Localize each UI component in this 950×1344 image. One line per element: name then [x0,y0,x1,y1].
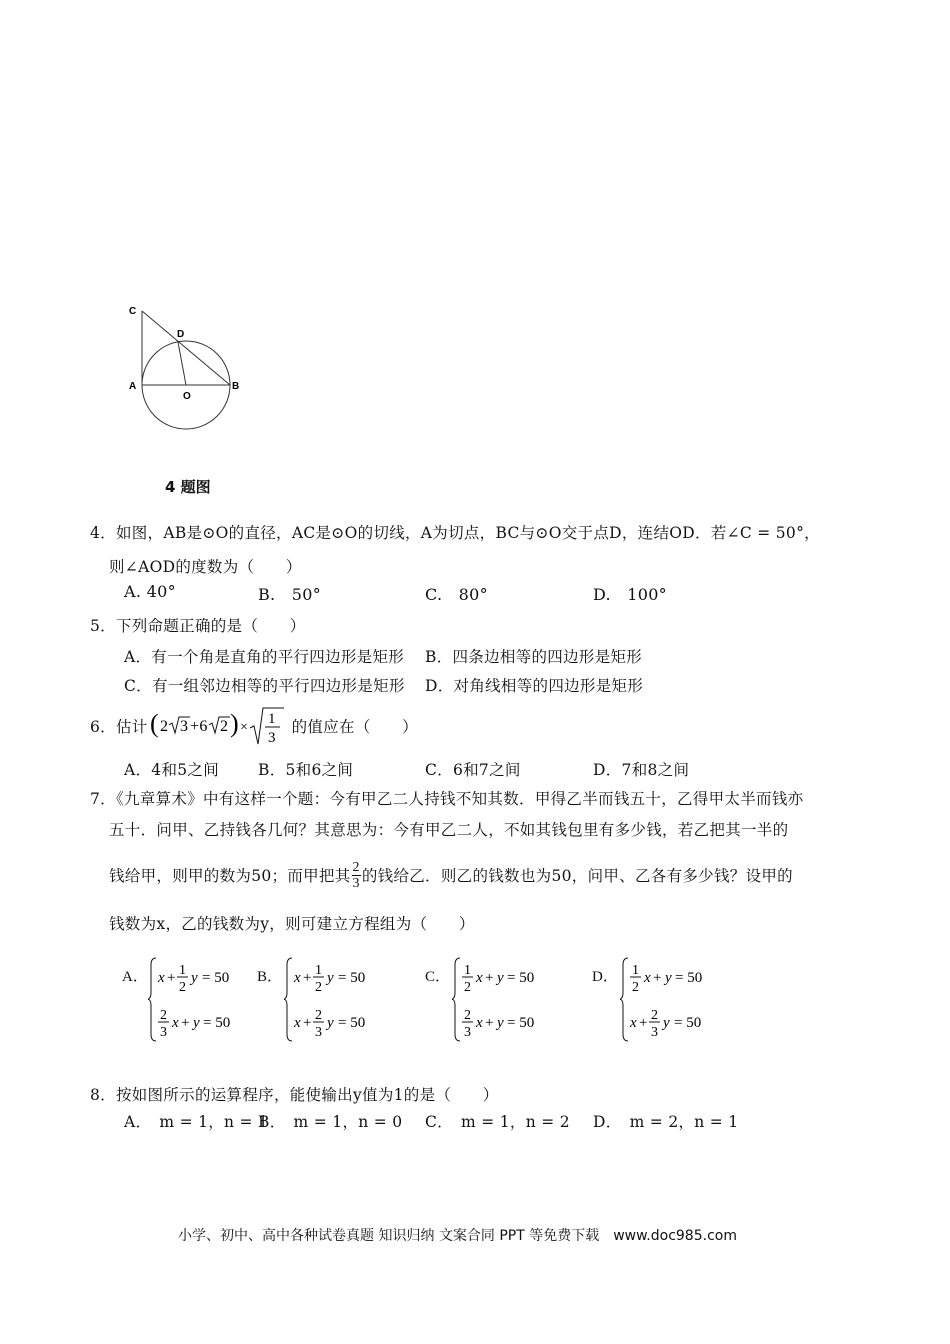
svg-text:= 50: = 50 [507,970,535,986]
svg-text:= 50: = 50 [674,1015,702,1031]
q7-line2: 五十．问甲、乙持钱各几何？其意思为：今有甲乙二人，不如其钱包里有多少钱，若乙把其一半的 [109,821,789,839]
q6-prefix: 6．估计 [90,718,148,736]
svg-text:3: 3 [160,1025,167,1040]
svg-text:+: + [167,970,176,986]
q8-option-b: B． m = 1，n = 0 [258,1113,403,1131]
q7-line1: 7．《九章算术》中有这样一个题：今有甲乙二人持钱不知其数．甲得乙半而钱五十，乙得甲太半而钱亦 [90,790,804,808]
svg-text:= 50: = 50 [203,1015,231,1031]
q6-option-b: B．5和6之间 [258,761,354,779]
svg-text:x: x [476,970,483,986]
q6-option-c: C．6和7之间 [425,761,521,779]
q5-stem: 5．下列命题正确的是（ ） [90,617,306,635]
svg-text:= 50: = 50 [338,1015,366,1031]
q5-option-d: D．对角线相等的四边形是矩形 [425,677,644,695]
q8-option-a: A． m = 1，n = 1 [124,1113,269,1131]
svg-text:(: ( [149,709,159,738]
q7-option-a-label: A． [122,969,148,985]
q6-expression [150,704,290,748]
label-b: B [232,381,240,392]
svg-text:x: x [294,1015,301,1031]
svg-text:2: 2 [219,718,228,735]
svg-text:1: 1 [267,711,276,727]
label-d: D [177,329,185,340]
svg-text:y: y [327,970,334,986]
label-c: C [129,306,137,317]
svg-text:y: y [665,970,672,986]
svg-text:x: x [476,1015,483,1031]
svg-text:+: + [639,1015,648,1031]
svg-text:+: + [485,970,494,986]
svg-text:y: y [193,1015,200,1031]
svg-text:1: 1 [179,963,186,978]
svg-text:2: 2 [315,980,322,995]
svg-text:3: 3 [464,1025,471,1040]
q5-option-c: C．有一组邻边相等的平行四边形是矩形 [124,677,405,695]
svg-text:2: 2 [464,980,471,995]
q7-option-b-system [284,955,389,1045]
svg-text:+: + [303,970,312,986]
q5-option-a: A．有一个角是直角的平行四边形是矩形 [124,648,405,666]
svg-text:1: 1 [632,963,639,978]
svg-text:3: 3 [651,1025,658,1040]
svg-text:y: y [191,970,198,986]
fraction-two-thirds: $\frac{2}{3}$ [352,859,360,891]
label-a: A [129,381,137,392]
svg-text:x: x [294,970,301,986]
q4-option-a: A. 40° [124,582,176,601]
svg-text:x: x [644,970,651,986]
q7-option-c-system [452,955,557,1045]
svg-text:= 50: = 50 [338,970,366,986]
svg-text:y: y [327,1015,334,1031]
q6-option-d: D．7和8之间 [593,761,690,779]
q7-line4: 钱数为x，乙的钱数为y，则可建立方程组为（ ） [109,915,475,933]
svg-text:= 50: = 50 [675,970,703,986]
q6-stem [90,704,418,748]
q7-option-d-system [620,955,725,1045]
q4-line1: 4．如图，AB是⊙O的直径，AC是⊙O的切线，A为切点，BC与⊙O交于点D，连结OD．若∠C = 50°， [90,524,820,542]
svg-text:= 50: = 50 [507,1015,535,1031]
svg-text:+: + [485,1015,494,1031]
q7-line3 [109,855,793,895]
q7-option-d-label: D． [592,969,618,985]
svg-text:): ) [229,709,239,738]
q6-suffix: 的值应在（ ） [291,718,418,736]
svg-text:+6: +6 [189,718,208,735]
q5-option-b: B．四条边相等的四边形是矩形 [425,648,643,666]
svg-text:2: 2 [160,1008,167,1023]
q7-line3-start: 钱给甲，则甲的数为50；而甲把其 [109,867,351,885]
svg-text:2: 2 [651,1008,658,1023]
figure-caption: 4 题图 [165,478,211,496]
svg-text:x: x [172,1015,179,1031]
question-4-figure [120,298,260,438]
q7-line3-end: 的钱给乙．则乙的钱数也为50，问甲、乙各有多少钱？设甲的 [361,867,793,885]
svg-text:y: y [497,1015,504,1031]
svg-text:1: 1 [464,963,471,978]
svg-text:3: 3 [267,730,276,746]
svg-text:2: 2 [632,980,639,995]
svg-text:y: y [497,970,504,986]
q8-option-c: C． m = 1，n = 2 [425,1113,570,1131]
segment-od [178,342,186,385]
q7-option-c-label: C． [425,969,451,985]
svg-text:2: 2 [315,1008,322,1023]
q8-stem: 8．按如图所示的运算程序，能使输出y值为1的是（ ） [90,1086,499,1104]
q8-option-d: D． m = 2，n = 1 [593,1113,739,1131]
label-o: O [183,391,191,402]
svg-text:×: × [239,720,248,735]
q7-option-b-label: B． [257,969,283,985]
segment-cb [142,311,230,385]
svg-text:2: 2 [179,980,186,995]
svg-text:+: + [653,970,662,986]
svg-text:= 50: = 50 [202,970,230,986]
svg-text:x: x [630,1015,637,1031]
svg-text:3: 3 [179,718,188,735]
svg-text:y: y [663,1015,670,1031]
svg-text:3: 3 [315,1025,322,1040]
q4-option-b: B. 50° [258,585,322,604]
q4-option-d: D. 100° [593,585,667,604]
svg-text:2: 2 [464,1008,471,1023]
page-footer: 小学、初中、高中各种试卷真题 知识归纳 文案合同 PPT 等免费下载 www.doc985.com [178,1228,737,1244]
svg-text:+: + [303,1015,312,1031]
q4-line2: 则∠AOD的度数为（ ） [109,558,302,576]
svg-text:x: x [158,970,165,986]
q4-option-c: C. 80° [425,585,488,604]
svg-text:2: 2 [159,718,168,735]
q7-option-a-system [148,955,253,1045]
svg-text:1: 1 [315,963,322,978]
svg-text:+: + [181,1015,190,1031]
q6-option-a: A．4和5之间 [124,761,220,779]
